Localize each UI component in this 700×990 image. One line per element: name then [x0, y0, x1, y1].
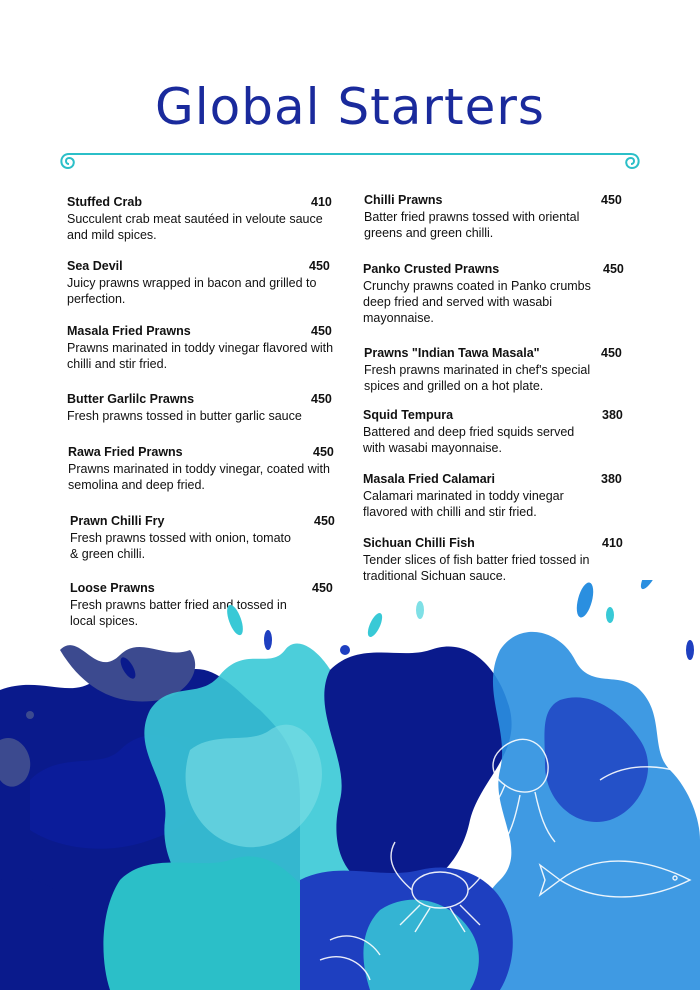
- item-name: Prawn Chilli Fry: [70, 514, 165, 528]
- item-name: Butter Garlilc Prawns: [67, 392, 195, 406]
- item-description: Fresh prawns marinated in chef's special spices and grilled on a hot plate.: [364, 363, 591, 393]
- menu-item-squid-tempura: [363, 407, 623, 456]
- item-name: Squid Tempura: [363, 408, 454, 422]
- menu-item-prawn-chilli-fry: [70, 513, 335, 562]
- item-description: Prawns marinated in toddy vinegar flavored with chilli and stir fried.: [67, 341, 334, 371]
- menu-item-rawa-fried-prawns: [68, 444, 338, 493]
- item-price: 450: [311, 392, 332, 406]
- item-description: Calamari marinated in toddy vinegar flavored with chilli and stir fried.: [363, 489, 564, 519]
- menu-item-masala-fried-calamari: [363, 471, 622, 520]
- item-name: Masala Fried Prawns: [67, 324, 191, 338]
- item-description: Prawns marinated in toddy vinegar, coated with semolina and deep fried.: [68, 462, 330, 492]
- item-name: Loose Prawns: [70, 581, 155, 595]
- menu-item-butter-garlic-prawns: [67, 391, 357, 424]
- item-price: 450: [312, 581, 333, 595]
- menu-item-masala-fried-prawns: [67, 323, 337, 372]
- item-name: Panko Crusted Prawns: [363, 262, 500, 276]
- item-name: Prawns "Indian Tawa Masala": [364, 346, 540, 360]
- item-name: Chilli Prawns: [364, 193, 443, 207]
- item-name: Sea Devil: [67, 259, 123, 273]
- item-price: 450: [603, 262, 624, 276]
- item-name: Sichuan Chilli Fish: [363, 536, 475, 550]
- item-description: Batter fried prawns tossed with oriental greens and green chilli.: [364, 210, 580, 240]
- item-price: 450: [314, 514, 335, 528]
- item-price: 380: [601, 472, 622, 486]
- menu-item-stuffed-crab: [67, 194, 337, 243]
- item-description: Juicy prawns wrapped in bacon and grilled to perfection.: [67, 276, 317, 306]
- item-price: 380: [602, 408, 623, 422]
- menu-item-chilli-prawns: [364, 192, 622, 241]
- item-name: Rawa Fried Prawns: [68, 445, 183, 459]
- page-title: Global Starters: [155, 78, 545, 136]
- menu-item-sea-devil: [67, 258, 337, 307]
- item-description: Fresh prawns tossed with onion, tomato & green chilli.: [70, 531, 291, 561]
- menu-item-panko-crusted-prawns: [363, 261, 624, 326]
- item-description: Fresh prawns tossed in butter garlic sauce: [67, 409, 302, 423]
- item-price: 410: [311, 195, 332, 209]
- item-price: 450: [601, 193, 622, 207]
- water-splash-illustration: [0, 580, 700, 990]
- decorative-divider: [55, 142, 645, 178]
- item-description: Fresh prawns batter fried and tossed in local spices.: [70, 598, 287, 628]
- item-name: Stuffed Crab: [67, 195, 142, 209]
- item-price: 450: [309, 259, 330, 273]
- item-description: Crunchy prawns coated in Panko crumbs deep fried and served with wasabi mayonnaise.: [363, 279, 591, 325]
- item-price: 450: [313, 445, 334, 459]
- item-description: Succulent crab meat sautéed in veloute sauce and mild spices.: [67, 212, 323, 242]
- menu-item-sichuan-chilli-fish: [363, 535, 623, 584]
- item-price: 410: [602, 536, 623, 550]
- item-price: 450: [311, 324, 332, 338]
- item-description: Tender slices of fish batter fried tossed in traditional Sichuan sauce.: [363, 553, 590, 583]
- item-price: 450: [601, 346, 622, 360]
- item-name: Masala Fried Calamari: [363, 472, 496, 486]
- item-description: Battered and deep fried squids served with wasabi mayonnaise.: [363, 425, 575, 455]
- menu-item-prawns-indian-tawa-masala: [364, 345, 622, 394]
